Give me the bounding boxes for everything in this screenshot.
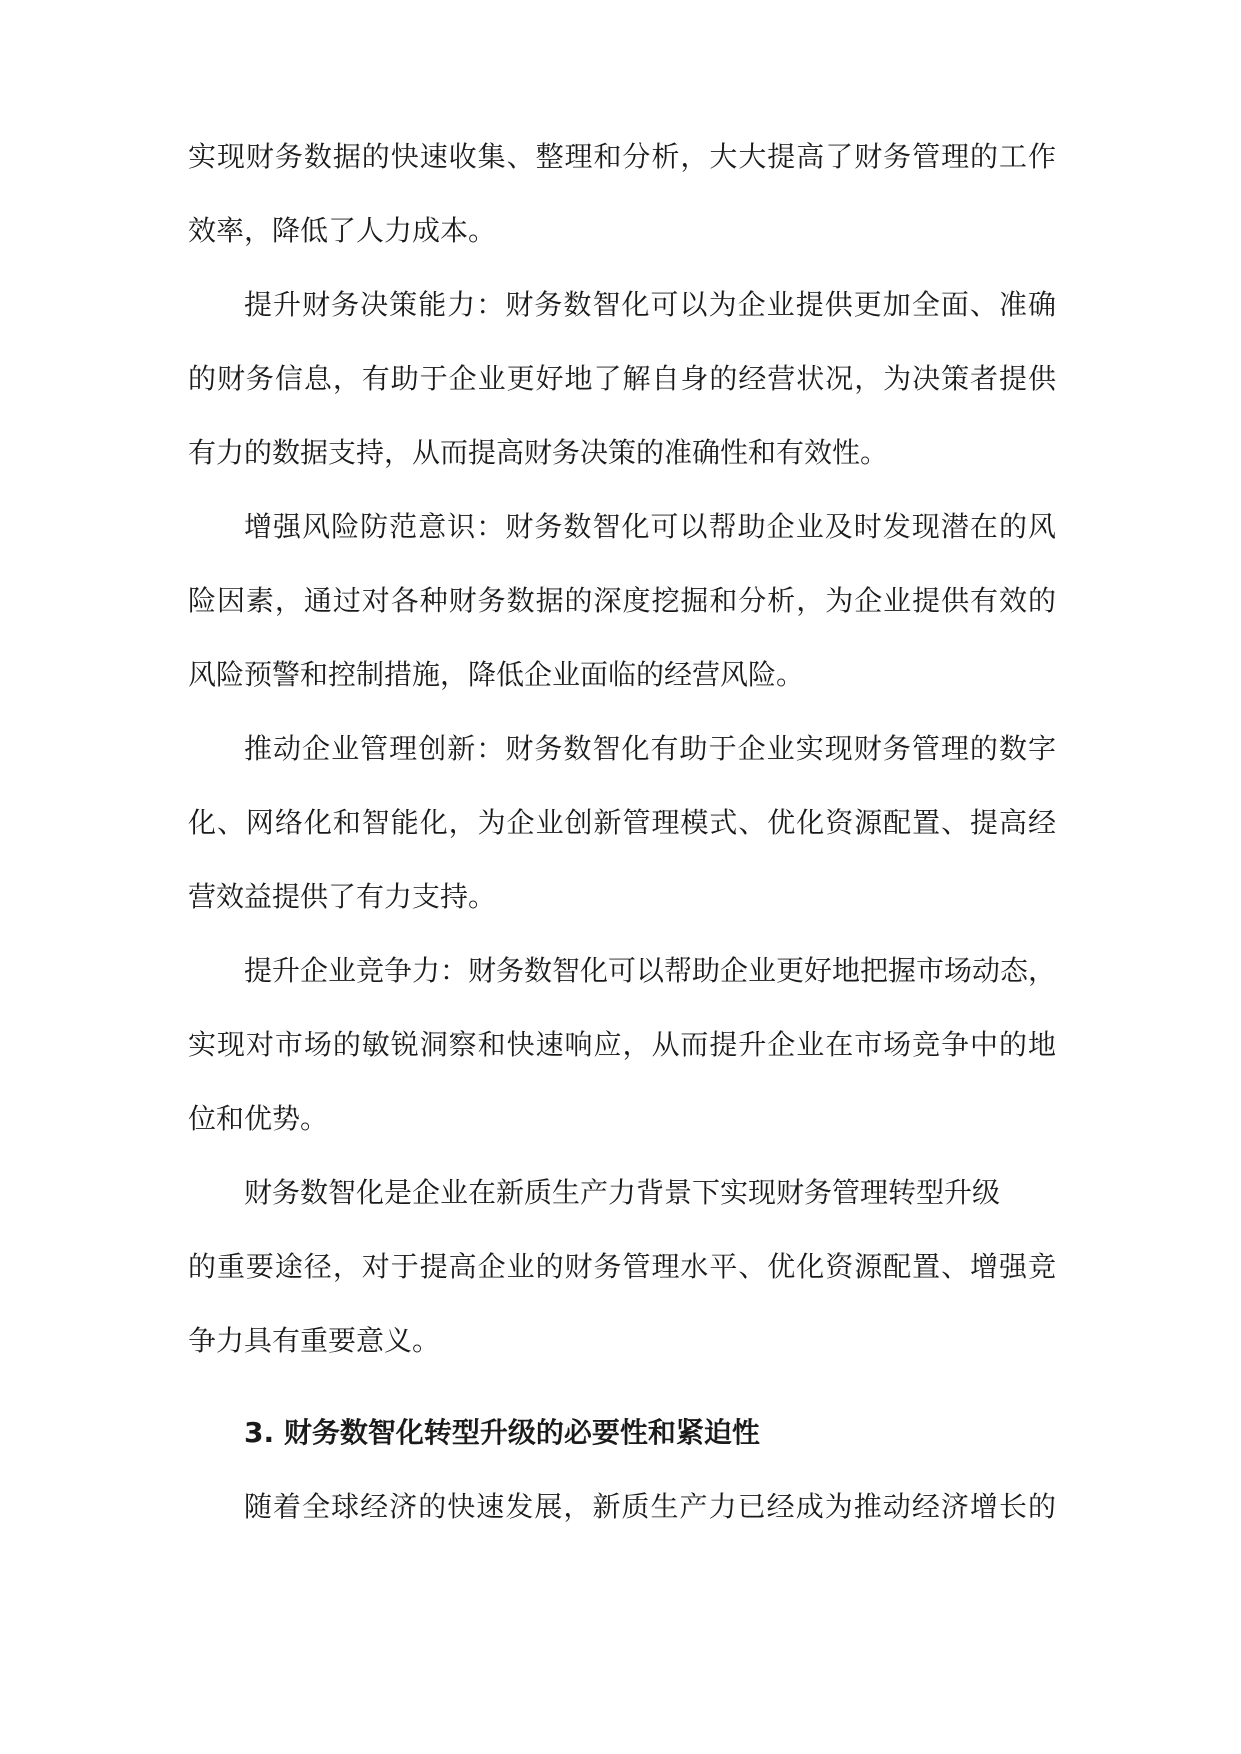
text-line: 的财务信息，有助于企业更好地了解自身的经营状况，为决策者提供 — [188, 362, 1056, 395]
paragraph-summary — [188, 1176, 1056, 1357]
text-line: 效率，降低了人力成本。 — [188, 214, 497, 247]
document-body — [188, 140, 1057, 1523]
paragraph-global-economy — [188, 1490, 1056, 1523]
paragraph-risk-prevention — [188, 510, 1056, 691]
paragraph-management-innovation — [188, 732, 1056, 913]
text-line: 财务数智化是企业在新质生产力背景下实现财务管理转型升级 — [244, 1176, 1001, 1209]
text-line: 随着全球经济的快速发展，新质生产力已经成为推动经济增长的 — [244, 1490, 1056, 1523]
text-line: 增强风险防范意识：财务数智化可以帮助企业及时发现潜在的风 — [244, 510, 1056, 543]
text-line: 化、网络化和智能化，为企业创新管理模式、优化资源配置、提高经 — [188, 806, 1056, 839]
text-line: 的重要途径，对于提高企业的财务管理水平、优化资源配置、增强竞 — [188, 1250, 1056, 1283]
paragraph-continuation — [188, 140, 1056, 247]
paragraph-competitiveness — [188, 954, 1057, 1135]
text-line: 险因素，通过对各种财务数据的深度挖掘和分析，为企业提供有效的 — [188, 584, 1056, 617]
text-line: 提升企业竞争力：财务数智化可以帮助企业更好地把握市场动态， — [244, 954, 1057, 987]
text-line: 争力具有重要意义。 — [188, 1324, 441, 1357]
paragraph-decision-making — [188, 288, 1056, 469]
text-line: 提升财务决策能力：财务数智化可以为企业提供更加全面、准确 — [244, 288, 1056, 321]
text-line: 实现对市场的敏锐洞察和快速响应，从而提升企业在市场竞争中的地 — [188, 1028, 1056, 1061]
text-line: 有力的数据支持，从而提高财务决策的准确性和有效性。 — [188, 436, 889, 469]
text-line: 位和优势。 — [188, 1102, 329, 1135]
text-line: 实现财务数据的快速收集、整理和分析，大大提高了财务管理的工作 — [188, 140, 1056, 173]
text-line: 营效益提供了有力支持。 — [188, 880, 497, 913]
section-heading: 3. 财务数智化转型升级的必要性和紧迫性 — [244, 1416, 760, 1449]
text-line: 推动企业管理创新：财务数智化有助于企业实现财务管理的数字 — [244, 732, 1056, 765]
text-line: 风险预警和控制措施，降低企业面临的经营风险。 — [188, 658, 805, 691]
